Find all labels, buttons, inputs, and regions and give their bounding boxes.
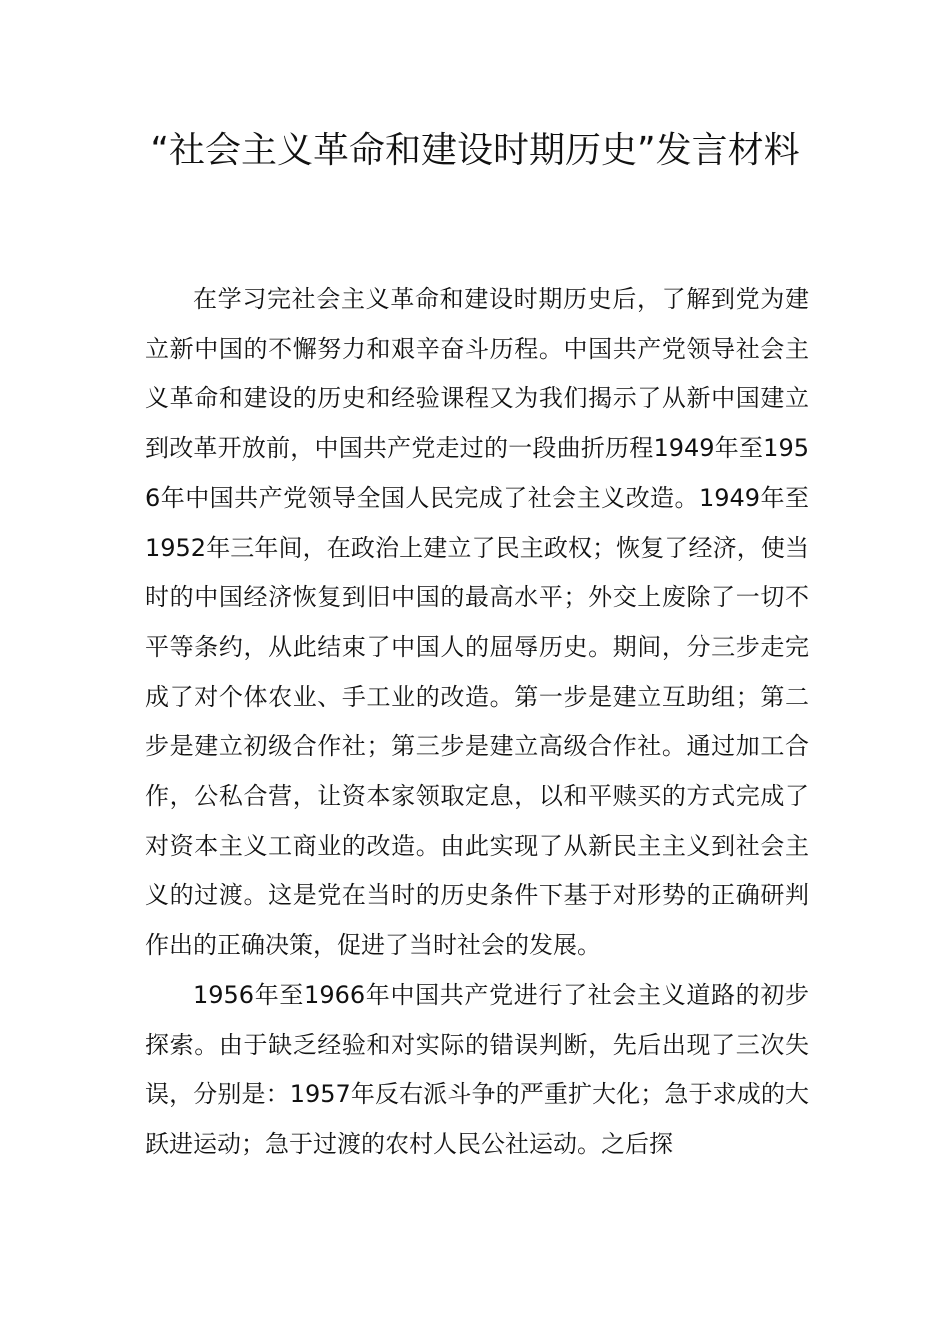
document-body bbox=[145, 275, 809, 1170]
paragraph-1: 在学习完社会主义革命和建设时期历史后，了解到党为建立新中国的不懈努力和艰辛奋斗历程。中国共产党领导社会主义革命和建设的历史和经验课程又为我们揭示了从新中国建立到改革开放前，中国共产党走过的一段曲折历程1949年至1956年中国共产党领导全国人民完成了社会主义改造。1949年至1952年三年间，在政治上建立了民主政权；恢复了经济，使当时的中国经济恢复到旧中国的最高水平；外交上废除了一切不平等条约，从此结束了中国人的屈辱历史。期间，分三步走完成了对个体农业、手工业的改造。第一步是建立互助组；第二步是建立初级合作社；第三步是建立高级合作社。通过加工合作，公私合营，让资本家领取定息，以和平赎买的方式完成了对资本主义工商业的改造。由此实现了从新民主主义到社会主义的过渡。这是党在当时的历史条件下基于对形势的正确研判作出的正确决策，促进了当时社会的发展。 bbox=[145, 285, 809, 960]
document-title: “社会主义革命和建设时期历史”发言材料 bbox=[150, 130, 800, 171]
paragraph-2: 1956年至1966年中国共产党进行了社会主义道路的初步探索。由于缺乏经验和对实际的错误判断，先后出现了三次失误，分别是：1957年反右派斗争的严重扩大化；急于求成的大跃进运动；急于过渡的农村人民公社运动。之后探 bbox=[145, 980, 809, 1158]
